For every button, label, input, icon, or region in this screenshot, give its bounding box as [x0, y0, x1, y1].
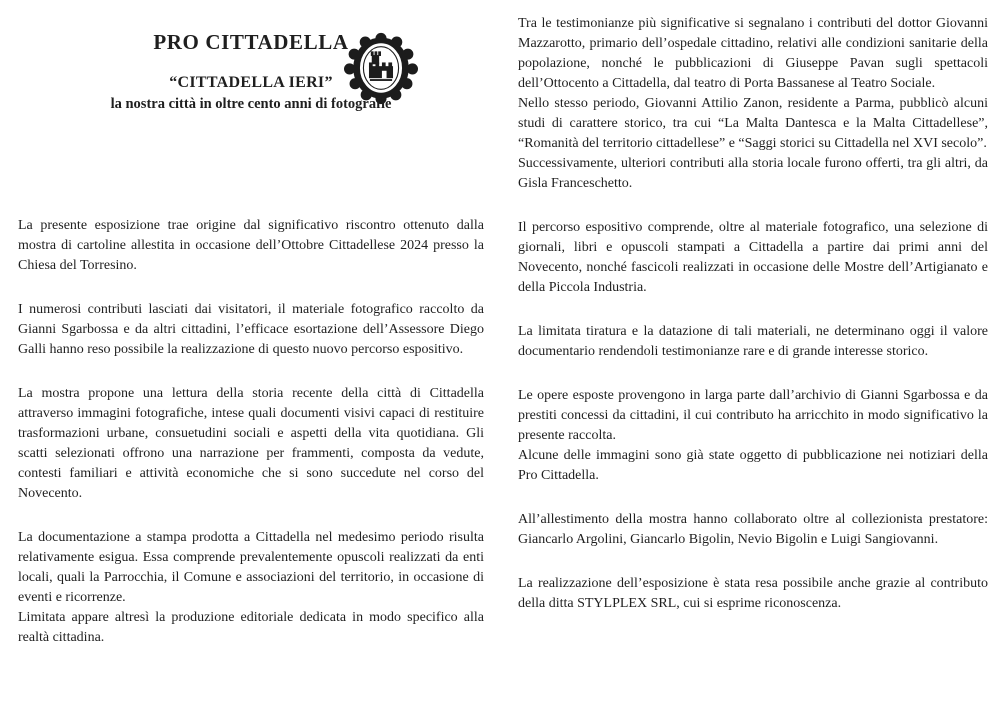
paragraph: Nello stesso periodo, Giovanni Attilio Zanon, residente a Parma, pubblicò alcuni studi di carattere storico, tra cui “La Malta Dantesca e la Malta Cittadellese”, “Romanità del territorio cittadellese” e “Saggi storici su Cittadella nel XVI secolo”.	[518, 96, 988, 151]
left-column-text	[18, 216, 484, 648]
paragraph: Successivamente, ulteriori contributi alla storia locale furono offerti, tra gli altri, da Gisla Franceschetto.	[518, 156, 988, 191]
exhibition-title: “CITTADELLA IERI”	[169, 74, 333, 91]
right-column	[518, 14, 988, 614]
header	[18, 0, 484, 216]
paragraph: La mostra propone una lettura della storia recente della città di Cittadella attraverso immagini fotografiche, intese quali documenti visivi capaci di restituire trasformazioni urbane, consuetudini sociali e aspetti della vita quotidiana. Gli scatti selezionati offrono una narrazione per frammenti, composta da vedute, contesti familiari e attività economiche che si sono succedute nel corso del Novecento.	[18, 386, 484, 501]
paragraph: I numerosi contributi lasciati dai visitatori, il materiale fotografico raccolto da Gianni Sgarbossa e da altri cittadini, l’efficace esortazione dell’Assessore Diego Galli hanno reso possibile la realizzazione di questo nuovo percorso espositivo.	[18, 302, 484, 357]
left-column	[18, 0, 484, 704]
paragraph: All’allestimento della mostra hanno collaborato oltre al collezionista prestatore: Giancarlo Argolini, Giancarlo Bigolin, Nevio Bigolin e Luigi Sangiovanni.	[518, 512, 988, 547]
exhibition-subtitle: la nostra città in oltre cento anni di fotografie	[110, 96, 392, 112]
paragraph: La limitata tiratura e la datazione di tali materiali, ne determinano oggi il valore documentario rendendoli testimonianze rare e di grande interesse storico.	[518, 324, 988, 359]
paragraph: Il percorso espositivo comprende, oltre al materiale fotografico, una selezione di giornali, libri e opuscoli stampati a Cittadella a partire dai primi anni del Novecento, nonché fascicoli realizzati in occasione delle Mostre dell’Artigianato e della Piccola Industria.	[518, 220, 988, 295]
paragraph-group	[518, 510, 988, 550]
paragraph-group	[18, 528, 484, 648]
paragraph-group	[518, 14, 988, 194]
paragraph-group	[518, 386, 988, 486]
paragraph-group	[18, 216, 484, 276]
paragraph-group	[18, 300, 484, 360]
paragraph: Alcune delle immagini sono già state oggetto di pubblicazione nei notiziari della Pro Cittadella.	[518, 448, 988, 483]
paragraph: La documentazione a stampa prodotta a Cittadella nel medesimo periodo risulta relativamente esigua. Essa comprende prevalentemente opuscoli realizzati da enti locali, quali la Parrocchia, il Comune e associazioni del territorio, in occasione di eventi e ricorrenze.	[18, 530, 484, 605]
paragraph-group	[518, 322, 988, 362]
paragraph: La presente esposizione trae origine dal significativo riscontro ottenuto dalla mostra di cartoline allestita in occasione dell’Ottobre Cittadellese 2024 presso la Chiesa del Torresino.	[18, 218, 484, 273]
paragraph: Le opere esposte provengono in larga parte dall’archivio di Gianni Sgarbossa e da prestiti concessi da cittadini, il cui contributo ha arricchito in modo significativo la presente raccolta.	[518, 388, 988, 443]
pro-cittadella-crest-icon	[344, 30, 418, 106]
paragraph: Tra le testimonianze più significative si segnalano i contributi del dottor Giovanni Mazzarotto, primario dell’ospedale cittadino, relativi alle condizioni sanitarie della popolazione, nonché le pubblicazioni di Giuseppe Pavan sugli spettacoli dell’Ottocento a Cittadella, dal teatro di Porta Bassanese al Teatro Sociale.	[518, 16, 988, 91]
paragraph-group	[518, 574, 988, 614]
org-name: PRO CITTADELLA	[153, 30, 349, 54]
paragraph: Limitata appare altresì la produzione editoriale dedicata in modo specifico alla realtà cittadina.	[18, 610, 484, 645]
paragraph-group	[18, 384, 484, 504]
paragraph: La realizzazione dell’esposizione è stata resa possibile anche grazie al contributo della ditta STYLPLEX SRL, cui si esprime riconoscenza.	[518, 576, 988, 611]
paragraph-group	[518, 218, 988, 298]
